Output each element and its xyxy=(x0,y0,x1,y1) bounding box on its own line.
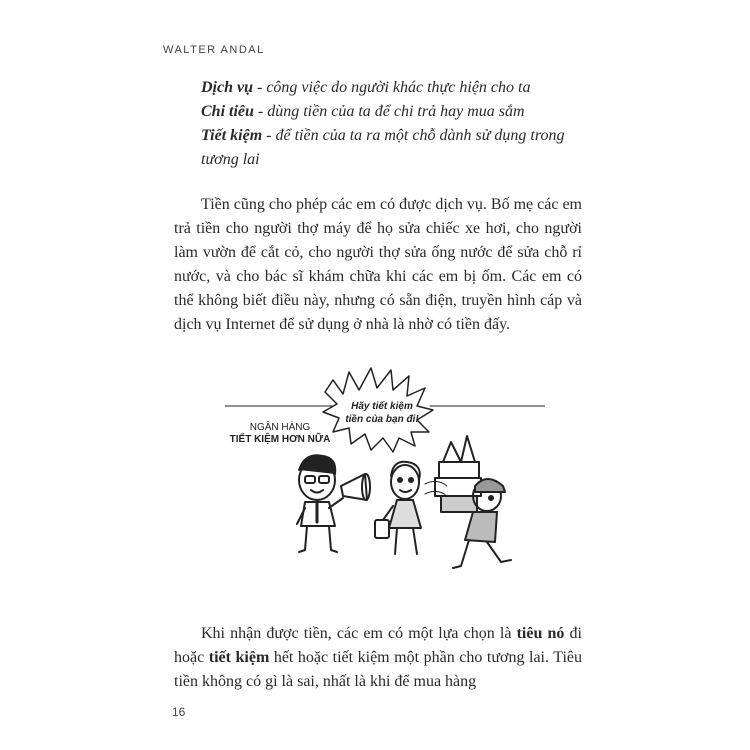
bank-sign-line2: TIẾT KIỆM HƠN NỮA xyxy=(229,434,331,445)
definition-text: - dùng tiền của ta để chi trả hay mua sắm xyxy=(253,103,525,120)
speech-line1: Hãy tiết kiệm xyxy=(351,401,413,412)
paragraph-text: hết hoặc tiết kiệm một phần cho tương lai. Tiêu tiền không có gì là sai, nhất là khi để mua hàng xyxy=(174,649,583,690)
definition-item xyxy=(201,124,581,148)
definition-item xyxy=(201,76,581,100)
definition-term: Tiết kiệm xyxy=(201,127,263,144)
paragraph-spending xyxy=(174,622,582,694)
definition-item xyxy=(201,100,581,124)
paragraph-text: Khi nhận được tiền, các em có một lựa chọn là xyxy=(201,625,517,642)
speech-line2: tiền của bạn đi! xyxy=(345,414,419,425)
running-head: WALTER ANDAL xyxy=(163,44,265,56)
bold-term-spend: tiêu nó xyxy=(516,625,565,642)
paragraph-services: Tiền cũng cho phép các em có được dịch vụ. Bố mẹ các em trả tiền cho người thợ máy để họ sửa chiếc xe hơi, cho người làm vườn để cắt cỏ, cho người thợ sửa ống nước để sửa chỗ rỉ nước, và cho bác sĩ khám chữa khi các em bị ốm. Các em có thể không biết điều này, nhưng có sẵn điện, truyền hình cáp và dịch vụ Internet để sử dụng ở nhà là nhờ có tiền đấy. xyxy=(174,196,582,333)
bank-sign xyxy=(225,422,335,446)
bold-term-save: tiết kiệm xyxy=(208,649,270,666)
cartoon-drawing xyxy=(225,366,545,581)
cartoon-illustration xyxy=(225,366,545,581)
definition-text: - để tiền của ta ra một chỗ dành sử dụng trong xyxy=(262,127,565,144)
boy-figure xyxy=(435,436,511,568)
bank-sign-line1: NGÂN HÀNG xyxy=(249,422,311,433)
page-number: 16 xyxy=(172,705,186,719)
woman-figure xyxy=(375,462,447,554)
paragraph-text: đi hoặc xyxy=(174,625,582,666)
definition-term: Dịch vụ xyxy=(201,79,253,96)
definition-term: Chi tiêu xyxy=(201,103,254,120)
speech-bubble-text xyxy=(337,400,427,426)
definition-continuation: tương lai xyxy=(201,151,260,168)
definition-text: - công việc do người khác thực hiện cho ta xyxy=(253,79,531,96)
man-figure xyxy=(297,455,370,552)
definitions-list xyxy=(201,76,581,172)
